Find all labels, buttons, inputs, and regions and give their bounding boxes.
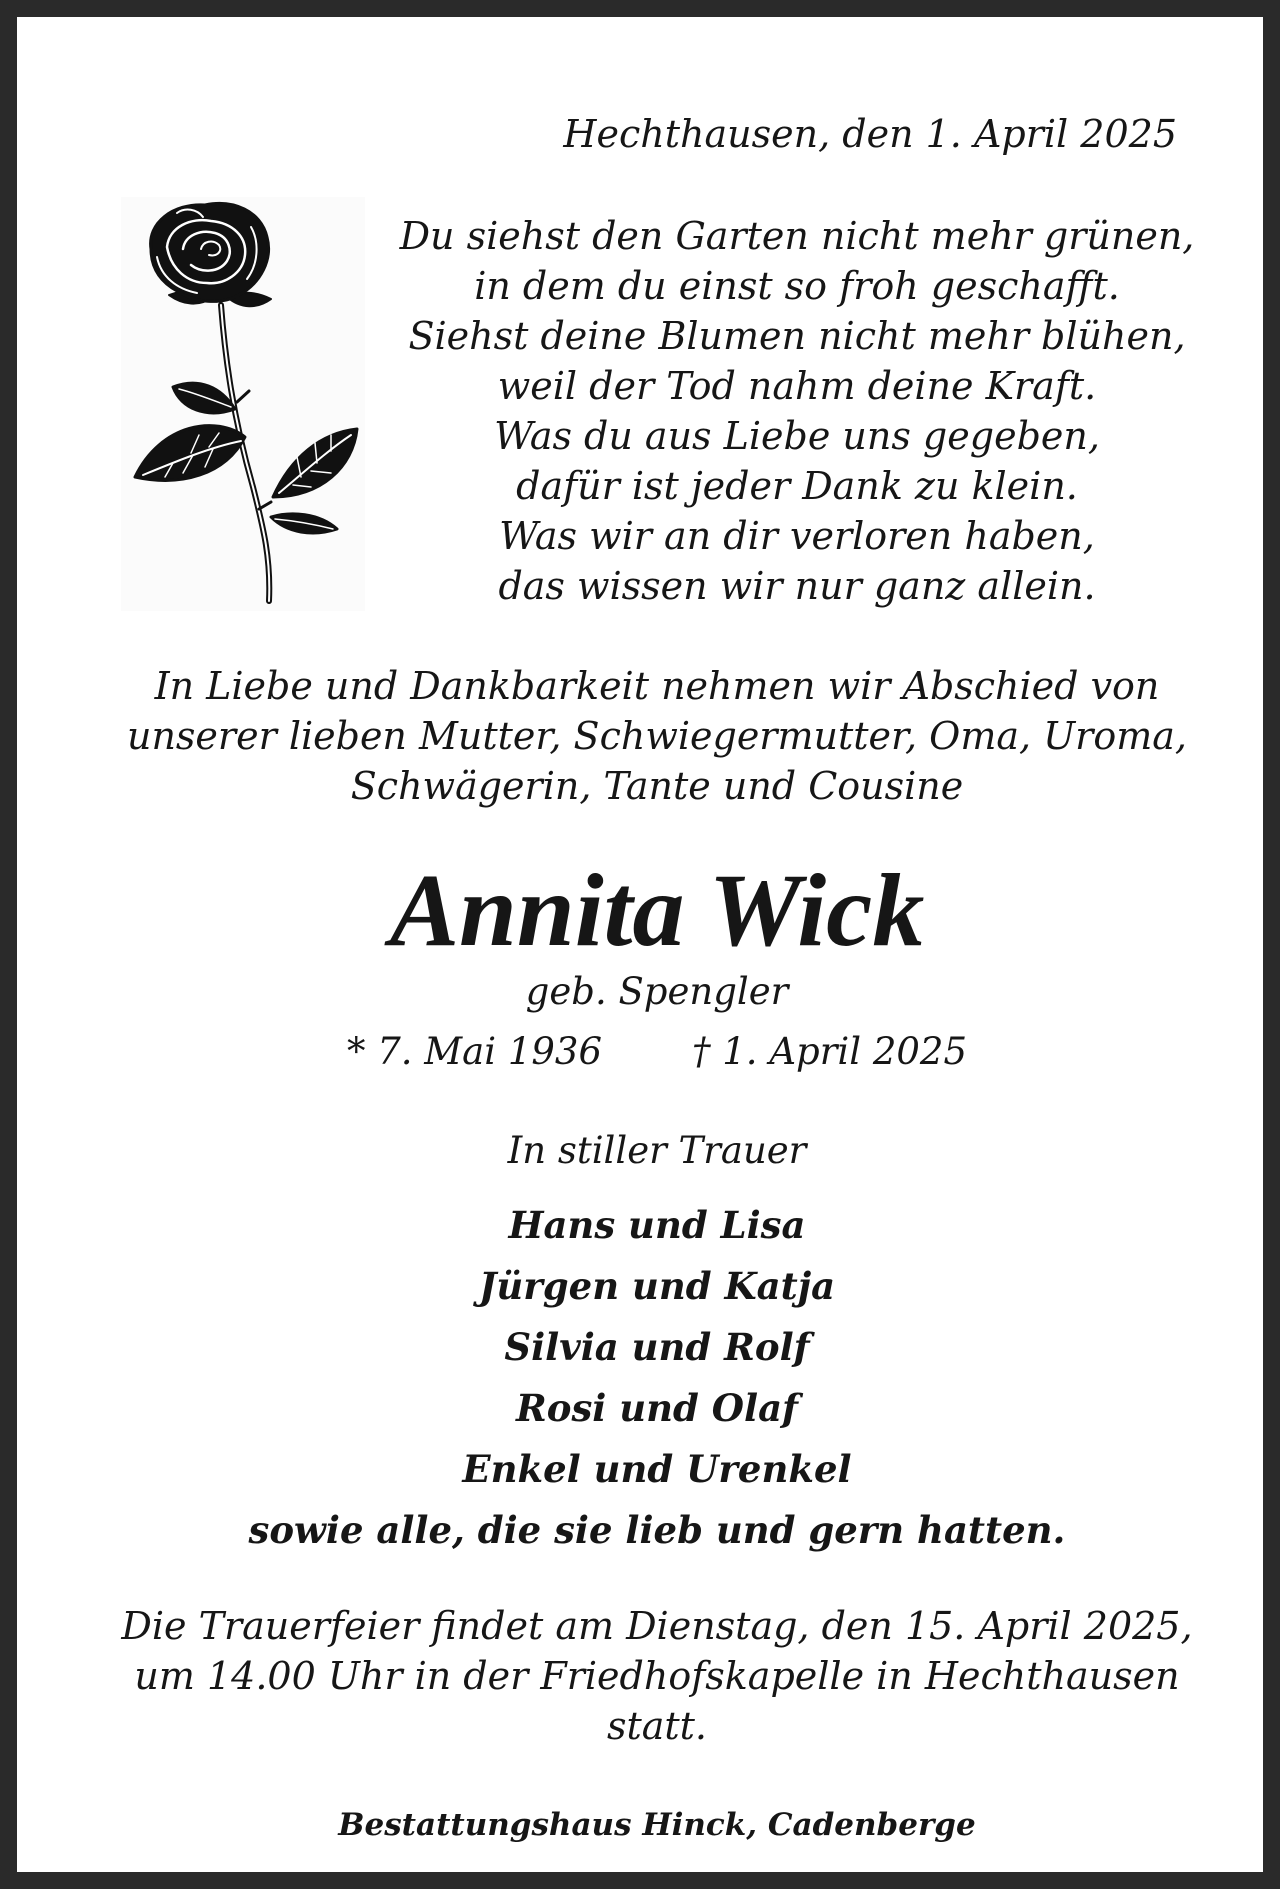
grief-line: In stiller Trauer [507, 1129, 807, 1172]
dateline: Hechthausen, den 1. April 2025 [563, 112, 1177, 156]
ceremony-line: statt. [606, 1704, 708, 1748]
poem-line: dafür ist jeder Dank zu klein. [516, 464, 1078, 508]
ceremony-line: um 14.00 Uhr in der Friedhofskapelle in Hechthausen [134, 1654, 1180, 1698]
mourner: Jürgen und Katja [478, 1264, 836, 1308]
deceased-name: Annita Wick [389, 853, 925, 968]
mourner: sowie alle, die sie lieb und gern hatten. [248, 1508, 1066, 1552]
mourners-list [77, 1195, 1237, 1561]
mourner: Enkel und Urenkel [462, 1447, 852, 1491]
maiden-name: geb. Spengler [525, 970, 789, 1013]
poem-line: Siehst deine Blumen nicht mehr blühen, [408, 314, 1186, 358]
intro-line: unserer lieben Mutter, Schwiegermutter, Oma, Uroma, [126, 714, 1187, 758]
poem [377, 211, 1217, 611]
poem-line: das wissen wir nur ganz allein. [498, 564, 1096, 608]
mourner: Silvia und Rolf [504, 1325, 810, 1369]
intro-line: Schwägerin, Tante und Cousine [350, 764, 964, 808]
life-dates [77, 1027, 1237, 1077]
mourner: Hans und Lisa [508, 1203, 806, 1247]
ceremony-info [77, 1601, 1237, 1751]
ceremony-line: Die Trauerfeier findet am Dienstag, den 15. April 2025, [121, 1604, 1193, 1648]
intro-line: In Liebe und Dankbarkeit nehmen wir Abschied von [154, 664, 1160, 708]
farewell-intro [77, 661, 1237, 811]
poem-line: Du siehst den Garten nicht mehr grünen, [399, 214, 1195, 258]
poem-line: Was du aus Liebe uns gegeben, [494, 414, 1100, 458]
rose-icon [121, 197, 365, 611]
undertaker: Bestattungshaus Hinck, Cadenberge [338, 1807, 976, 1843]
poem-line: in dem du einst so froh geschafft. [474, 264, 1120, 308]
poem-line: Was wir an dir verloren haben, [499, 514, 1095, 558]
mourner: Rosi und Olaf [516, 1386, 798, 1430]
birth-date: * 7. Mai 1936 [346, 1030, 602, 1073]
poem-line: weil der Tod nahm deine Kraft. [497, 364, 1097, 408]
death-date: † 1. April 2025 [692, 1030, 968, 1073]
